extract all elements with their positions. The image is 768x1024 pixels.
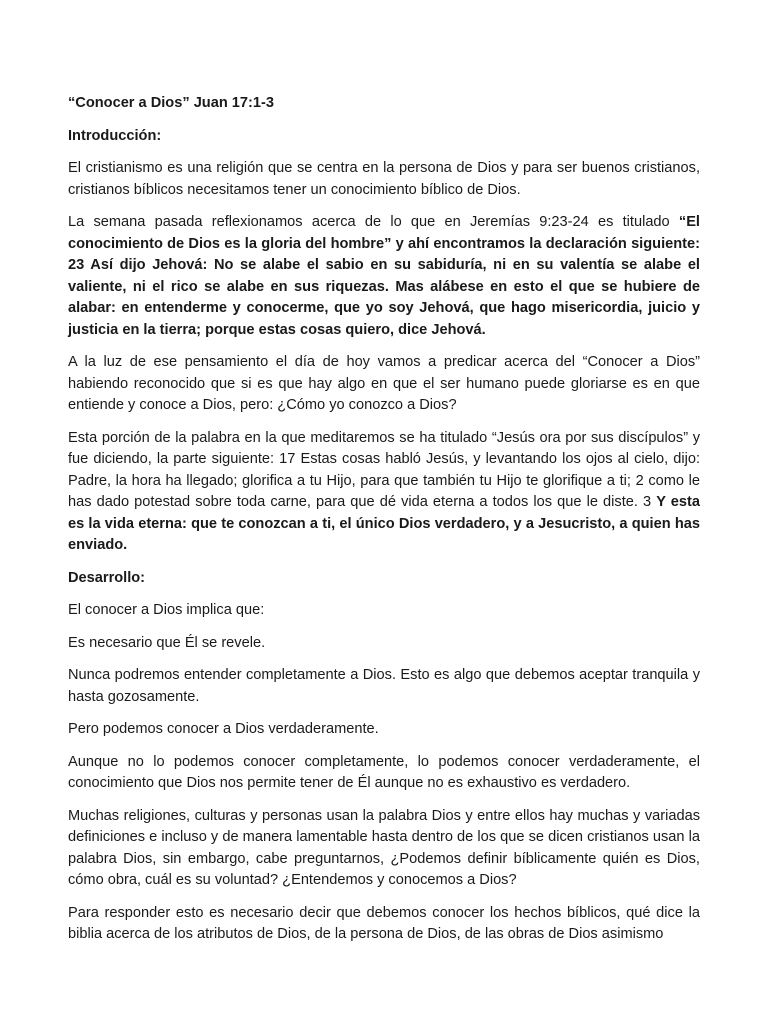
paragraph-religiones: Muchas religiones, culturas y personas usan la palabra Dios y entre ellos hay muchas y variadas definiciones e incluso y de manera lamentable hasta dentro de los que se dicen cristianos usan la palabra Dios, sin embargo, cabe preguntarnos, ¿Podemos definir bíblicamente quién es Dios, cómo obra, cuál es su voluntad? ¿Entendemos y conocemos a Dios? bbox=[68, 807, 700, 888]
intro-heading: Introducción: bbox=[68, 127, 162, 144]
paragraph-jeremias bbox=[68, 212, 700, 341]
paragraph-juan-text: Esta porción de la palabra en la que meditaremos se ha titulado “Jesús ora por sus discípulos” y fue diciendo, la parte siguiente: 17 Estas cosas habló Jesús, y levantando los ojos al cielo, dijo: Padre, la hora ha llegado; glorifica a tu Hijo, para que también tu Hijo te glorifique a ti; 2 como le has dado potestad sobre toda carne, para que dé vida eterna a todos los que le diste. 3 bbox=[68, 429, 700, 510]
development-heading: Desarrollo: bbox=[68, 569, 146, 586]
paragraph-responder: Para responder esto es necesario decir que debemos conocer los hechos bíblicos, qué dice la biblia acerca de los atributos de Dios, de la persona de Dios, de las obras de Dios asimismo bbox=[68, 904, 700, 942]
paragraph-verdaderamente: Pero podemos conocer a Dios verdaderamente. bbox=[68, 721, 379, 737]
paragraph-nunca: Nunca podremos entender completamente a Dios. Esto es algo que debemos aceptar tranquila y hasta gozosamente. bbox=[68, 667, 700, 705]
document-title: “Conocer a Dios” Juan 17:1-3 bbox=[68, 95, 274, 111]
paragraph-juan-quote: Y esta es la vida eterna: que te conozcan a ti, el único Dios verdadero, y a Jesucristo, a quien has enviado. bbox=[68, 494, 701, 553]
paragraph-juan bbox=[68, 428, 700, 557]
document-page bbox=[68, 93, 700, 957]
paragraph-aunque: Aunque no lo podemos conocer completamente, lo podemos conocer verdaderamente, el conocimiento que Dios nos permite tener de Él aunque no es exhaustivo es verdadero. bbox=[68, 753, 700, 791]
paragraph-implica: El conocer a Dios implica que: bbox=[68, 602, 265, 618]
paragraph-jeremias-text: La semana pasada reflexionamos acerca de lo que en Jeremías 9:23-24 es titulado bbox=[68, 214, 679, 230]
paragraph-intro: El cristianismo es una religión que se centra en la persona de Dios y para ser buenos cristianos, cristianos bíblicos necesitamos tener un conocimiento bíblico de Dios. bbox=[68, 160, 700, 198]
paragraph-jeremias-quote: “El conocimiento de Dios es la gloria del hombre” y ahí encontramos la declaración siguiente: 23 Así dijo Jehová: No se alabe el sabio en su sabiduría, ni en su valentía se alabe el valiente, ni el rico se alabe en sus riquezas. Mas alábese en esto el que se hubiere de alabar: en entenderme y conocerme, que yo soy Jehová, que hago misericordia, juicio y justicia en la tierra; porque estas cosas quiero, dice Jehová. bbox=[68, 214, 700, 338]
paragraph-revele: Es necesario que Él se revele. bbox=[68, 634, 266, 651]
paragraph-conocer: A la luz de ese pensamiento el día de hoy vamos a predicar acerca del “Conocer a Dios” habiendo reconocido que si es que hay algo en que el ser humano puede gloriarse es en que entiende y conoce a Dios, pero: ¿Cómo yo conozco a Dios? bbox=[68, 354, 700, 413]
